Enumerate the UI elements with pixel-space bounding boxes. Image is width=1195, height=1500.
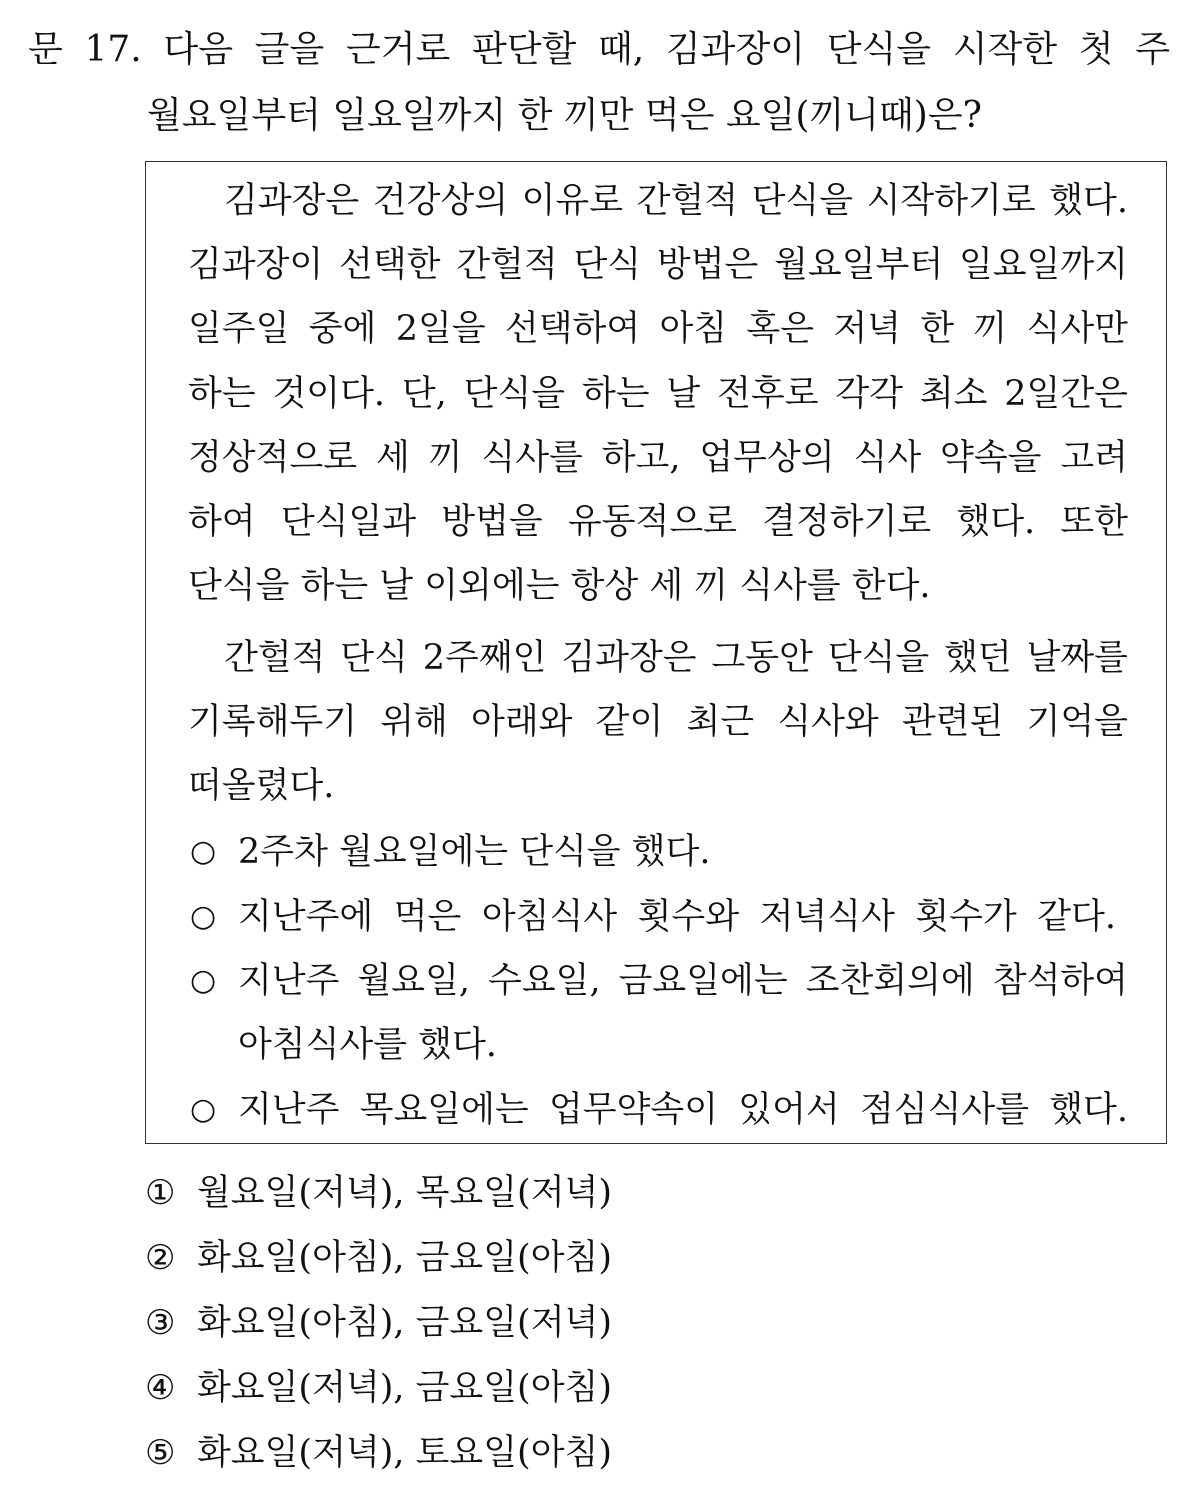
choice-text: 화요일(저녁), 금요일(아침) xyxy=(197,1368,612,1408)
bullet-item: 2주차 월요일에는 단식을 했다. xyxy=(238,832,711,872)
passage-line: 하여 단식일과 방법을 유동적으로 결정하기로 했다. 또한 xyxy=(188,502,1128,542)
passage-line: 김과장은 건강상의 이유로 간헐적 단식을 시작하기로 했다. xyxy=(224,181,1128,221)
choice-number: ④ xyxy=(145,1368,176,1408)
choice-text: 월요일(저녁), 목요일(저녁) xyxy=(197,1173,612,1213)
choice-number: ③ xyxy=(145,1303,176,1343)
passage-line: 일주일 중에 2일을 선택하여 아침 혹은 저녁 한 끼 식사만 xyxy=(188,309,1128,349)
answer-choice-4[interactable] xyxy=(145,1366,612,1410)
choice-number: ⑤ xyxy=(145,1433,176,1473)
answer-choice-1[interactable] xyxy=(145,1171,612,1215)
bullet-circle-icon: ○ xyxy=(190,963,217,998)
bullet-circle-icon: ○ xyxy=(190,834,217,869)
question-line-1: 문 17. 다음 글을 근거로 판단할 때, 김과장이 단식을 시작한 첫 주 xyxy=(28,29,1170,70)
passage-line: 하는 것이다. 단, 단식을 하는 날 전후로 각각 최소 2일간은 xyxy=(188,374,1128,414)
answer-choice-2[interactable] xyxy=(145,1236,612,1280)
bullet-item: 지난주 월요일, 수요일, 금요일에는 조찬회의에 참석하여 xyxy=(238,961,1128,1001)
choice-number: ① xyxy=(145,1173,176,1213)
question-line-2: 월요일부터 일요일까지 한 끼만 먹은 요일(끼니때)은? xyxy=(147,95,982,136)
passage-line: 단식을 하는 날 이외에는 항상 세 끼 식사를 한다. xyxy=(188,566,931,606)
choice-number: ② xyxy=(145,1238,176,1278)
choice-text: 화요일(아침), 금요일(저녁) xyxy=(197,1303,612,1343)
bullet-circle-icon: ○ xyxy=(190,899,217,934)
answer-choice-3[interactable] xyxy=(145,1301,612,1345)
passage-line: 김과장이 선택한 간헐적 단식 방법은 월요일부터 일요일까지 xyxy=(188,245,1128,285)
bullet-item: 지난주에 먹은 아침식사 횟수와 저녁식사 횟수가 같다. xyxy=(238,897,1116,937)
answer-choice-5[interactable] xyxy=(145,1431,612,1475)
passage-line: 기록해두기 위해 아래와 같이 최근 식사와 관련된 기억을 xyxy=(188,702,1128,742)
bullet-item-continuation: 아침식사를 했다. xyxy=(238,1025,497,1065)
passage-line: 정상적으로 세 끼 식사를 하고, 업무상의 식사 약속을 고려 xyxy=(188,438,1128,478)
choice-text: 화요일(저녁), 토요일(아침) xyxy=(197,1433,612,1473)
bullet-item: 지난주 목요일에는 업무약속이 있어서 점심식사를 했다. xyxy=(238,1090,1128,1130)
passage-line: 떠올렸다. xyxy=(188,766,335,806)
passage-line: 간헐적 단식 2주째인 김과장은 그동안 단식을 했던 날짜를 xyxy=(224,638,1128,678)
bullet-circle-icon: ○ xyxy=(190,1092,217,1127)
choice-text: 화요일(아침), 금요일(아침) xyxy=(197,1238,612,1278)
